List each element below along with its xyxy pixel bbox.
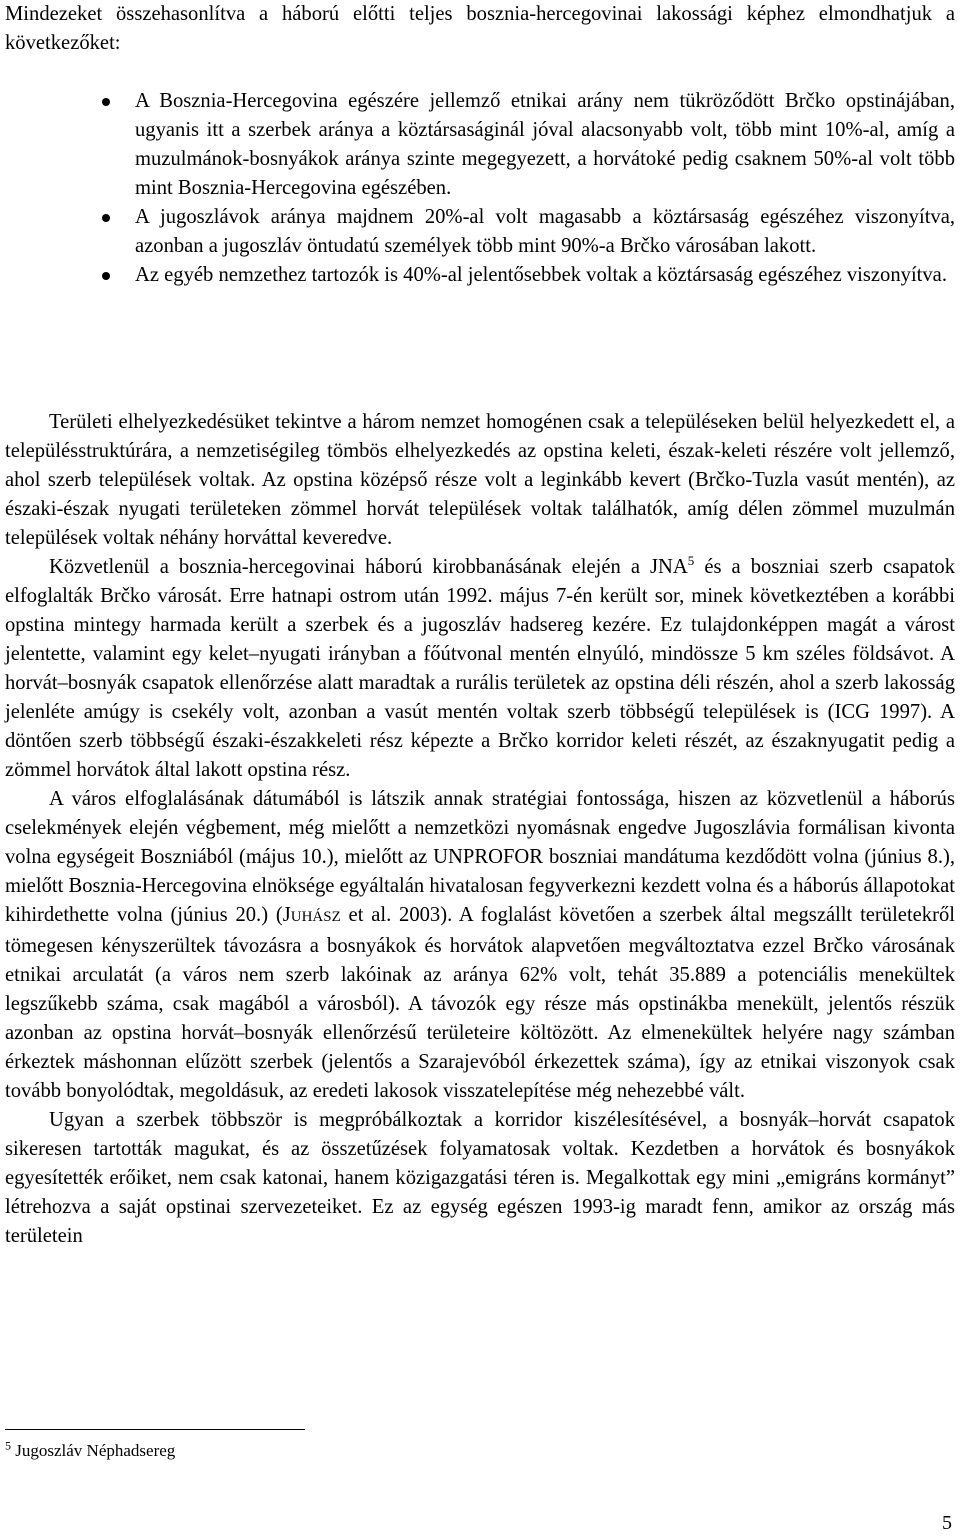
bullet-text: A jugoszlávok aránya majdnem 20%-al volt magasabb a köztársaság egészéhez viszonyítva, azonban a jugoszláv öntudatú személyek több mint 90%-a Brčko városában lakott. (135, 206, 955, 257)
footnote-text: Jugoszláv Néphadsereg (11, 1441, 176, 1460)
paragraph-text: és a boszniai szerb csapatok elfoglalták Brčko városát. Erre hatnapi ostrom után 1992. május 7-én került sor, minek következtében a korábbi opstina mintegy harmada került a szerbek és a jugoszláv hadsereg kezére. Ez tulajdonképpen magát a várost jelentette, valamint egy kelet–nyugati irányban a főútvonal mentén elnyúló, mindössze 5 km széles földsávot. A horvát–bosnyák csapatok ellenőrzése alatt maradtak a rurális területek az opstina déli részén, ahol a szerb lakosság jelenléte amúgy is csekély volt, azonban a vasút mentén voltak szerb többségű települések is (ICG 1997). A döntően szerb többségű északi-északkeleti rész képezte a Brčko korridor keleti részét, az északnyugatit pedig a zömmel horvátok által lakott opstina rész. (5, 556, 955, 781)
body-text (5, 408, 955, 1251)
bullet-item (5, 203, 955, 261)
author-smallcaps: UHÁSZ (290, 909, 341, 925)
paragraph-text: Közvetlenül a bosznia-hercegovinai háború kirobbanásának elején a JNA (49, 556, 688, 578)
paragraph-occupation (5, 553, 955, 785)
bullet-dot-icon (102, 272, 110, 280)
footnote-reference[interactable]: 5 (687, 553, 695, 569)
paragraph-text: et al. 2003). A foglalást követően a szerbek által megszállt területekről tömegesen kényszerültek távozásra a bosnyákok és horvátok alapvetően megváltoztatva ezzel Brčko városának etnikai arculatát (a város nem szerb lakóinak az aránya 62% volt, tehát 35.889 a potenciális menekültek legszűkebb száma, csak magából a városból). A távozók egy része más opstinákba menekült, jelentős részük azonban az opstina horvát–bosnyák ellenőrzésű területeire költözött. Az elmenekültek helyére nagy számban érkeztek máshonnan elűzött szerbek (jelentős a Szarajevóból érkezettek száma), így az etnikai viszonyok csak tovább bonyolódtak, megoldásuk, az eredeti lakosok visszatelepítése még nehezebbé vált. (5, 904, 955, 1102)
bullet-item (5, 261, 955, 290)
footnote (5, 1440, 175, 1462)
bullet-item (5, 87, 955, 203)
footnote-divider (5, 1429, 305, 1430)
intro-paragraph: Mindezeket összehasonlítva a háború előtti teljes bosznia-hercegovinai lakossági képhez elmondhatjuk a következőket: (5, 3, 955, 54)
bullet-dot-icon (102, 214, 110, 222)
page-number: 5 (942, 1512, 952, 1534)
paragraph-text: A város elfoglalásának dátumából is látszik annak stratégiai fontossága, hiszen az közvetlenül a háborús cselekmények elején végbement, még mielőtt a nemzetközi nyomásnak engedve Jugoszlávia formálisan kivonta volna egységeit Boszniából (május 10.), mielőtt az UNPROFOR boszniai mandátuma kezdődött volna (június 8.), mielőtt Bosznia-Hercegovina elnöksége egyáltalán hivatalosan fegyverkezni kezdett volna és a háborús állapotokat kihirdethette volna (június 20.) (J (5, 788, 955, 926)
paragraph-territorial: Területi elhelyezkedésüket tekintve a három nemzet homogénen csak a településeken belül helyezkedett el, a településstruktúrára, a nemzetiségileg tömbös elhelyezkedés az opstina keleti, észak-keleti részére volt jellemző, ahol szerb települések voltak. Az opstina középső része volt a leginkább kevert (Brčko-Tuzla vasút mentén), az északi-észak nyugati területeken zömmel horvát települések voltak találhatók, amíg délen zömmel muzulmán települések voltak néhány horváttal keveredve. (5, 411, 955, 549)
bullet-dot-icon (102, 98, 110, 106)
bullet-text: Az egyéb nemzethez tartozók is 40%-al jelentősebbek voltak a köztársaság egészéhez viszonyítva. (135, 264, 947, 286)
paragraph-corridor: Ugyan a szerbek többször is megpróbálkoztak a korridor kiszélesítésével, a bosnyák–horvát csapatok sikeresen tartották magukat, és az összetűzések folyamatosak voltak. Kezdetben a horvátok és bosnyákok egyesítették erőiket, nem csak katonai, hanem közigazgatási téren is. Megalkottak egy mini „emigráns kormányt” létrehozva a saját opstinai szervezeteiket. Ez az egység egészen 1993-ig maradt fenn, amikor az ország más területein (5, 1109, 955, 1247)
footnote-number: 5 (5, 1438, 11, 1453)
bullet-list (5, 87, 955, 290)
paragraph-strategy (5, 785, 955, 1106)
bullet-text: A Bosznia-Hercegovina egészére jellemző etnikai arány nem tükröződött Brčko opstinájában, ugyanis itt a szerbek aránya a köztársaságinál jóval alacsonyabb volt, több mint 10%-al, amíg a muzulmánok-bosnyákok aránya szinte megegyezett, a horvátoké pedig csaknem 50%-al volt több mint Bosznia-Hercegovina egészében. (135, 90, 955, 199)
